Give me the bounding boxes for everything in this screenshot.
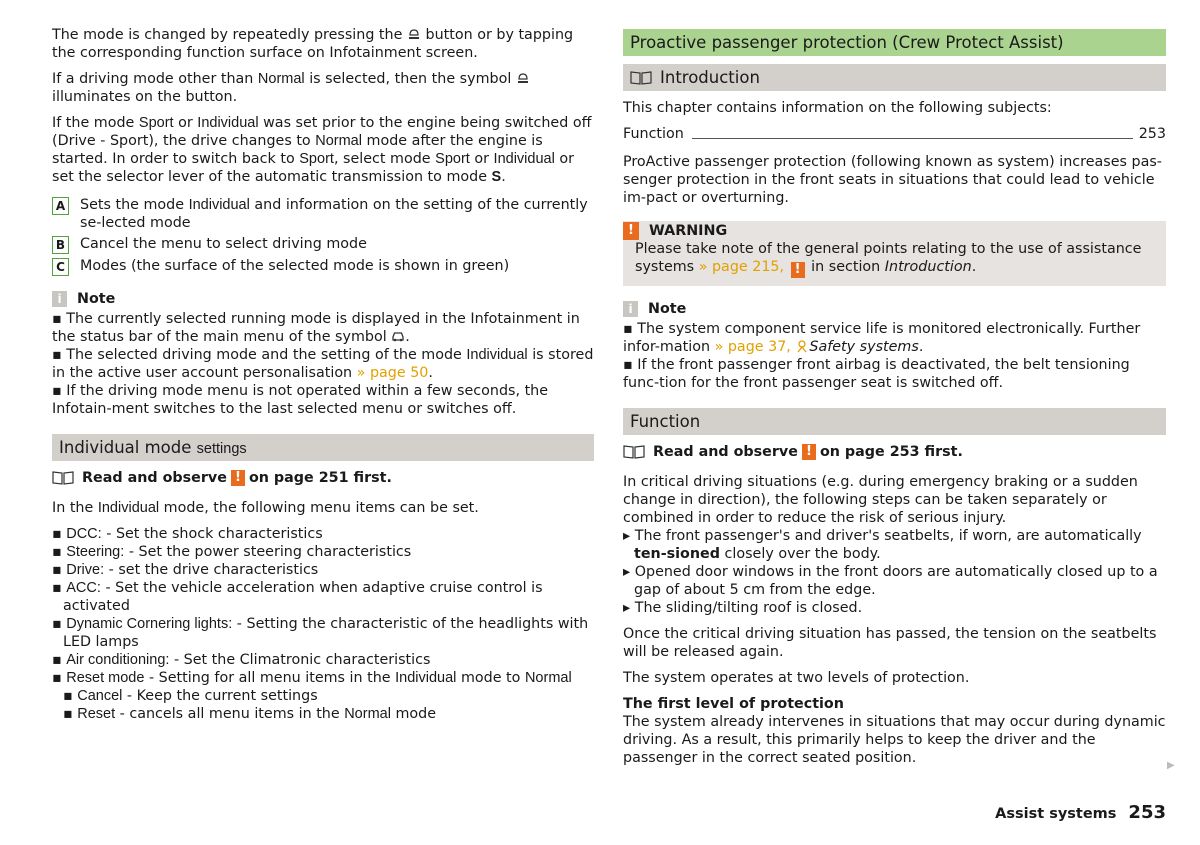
function-heading: Function: [623, 408, 1166, 435]
mode-symbol-icon: [516, 71, 530, 85]
note-heading: i Note: [52, 290, 594, 308]
list-item: ▸ The sliding/tilting roof is closed.: [623, 600, 863, 616]
list-item: ▪ Dynamic Cornering lights: - Setting the characteristic of the headlights with LED lamps: [52, 616, 589, 650]
key-list: [52, 196, 594, 276]
page-number: 253: [1128, 802, 1166, 823]
function-paragraph: The system already intervenes in situations that may occur during dynamic driving. As a result, this primarily helps to keep the driver and the passenger in the correct seated position.: [623, 714, 1166, 766]
description-paragraph: ProActive passenger protection (following known as system) increases pas-senger protection in the front seats in situations that could lead to vehicle im-pact or overturning.: [623, 154, 1162, 206]
warning-icon: !: [231, 470, 245, 486]
mode-button-icon: [407, 27, 421, 41]
key-item-a: A Sets the mode Individual and information on the setting of the currently se-lected mode: [52, 196, 594, 232]
read-and-observe: Read and observe ! on page 251 first.: [52, 469, 594, 487]
note-heading: i Note: [623, 300, 1166, 318]
paragraph-sport-individual: If the mode Sport or Individual was set prior to the engine being switched off (Drive - Sport), the drive changes to Normal mode after the engine is started. In order to switch back to Sport, select mode Sport or Individual or set the selector lever of the automatic transmission to mode S.: [52, 115, 592, 185]
introduction-heading: Introduction: [623, 64, 1166, 91]
page-link[interactable]: » page 215,: [698, 259, 785, 275]
function-paragraph: In critical driving situations (e.g. during emergency braking or a sudden change in direction), the following steps can be taken separately or combined in order to reduce the risk of serious injury.: [623, 474, 1138, 526]
note-item: ▪ If the driving mode menu is not operated within a few seconds, the Infotain-ment switches to the last selected menu or switches off.: [52, 383, 549, 417]
book-icon: [52, 471, 74, 485]
car-icon: [391, 330, 405, 342]
note-item: ▪ If the front passenger front airbag is deactivated, the belt tensioning func-tion for the front passenger seat is switched off.: [623, 357, 1130, 391]
intro-paragraph: This chapter contains information on the following subjects:: [623, 100, 1052, 116]
safety-icon: [795, 339, 809, 353]
page-link[interactable]: » page 37,: [714, 339, 791, 355]
warning-icon: !: [791, 262, 805, 278]
book-icon: [630, 71, 652, 85]
warning-icon: !: [623, 222, 639, 240]
footer-section: Assist systems: [995, 806, 1117, 822]
key-item-c: C Modes (the surface of the selected mode is shown in green): [52, 257, 594, 276]
paragraph-mode-change: The mode is changed by repeatedly pressing the button or by tapping the corresponding function surface on Infotainment screen.: [52, 27, 574, 61]
list-item: ▸ The front passenger's and driver's seatbelts, if worn, are automatically ten-sioned closely over the body.: [623, 528, 1142, 562]
key-item-b: B Cancel the menu to select driving mode: [52, 235, 594, 254]
warning-text: Please take note of the general points relating to the use of assistance systems » page 215, ! in section Introduction.: [635, 241, 1142, 277]
left-column: [52, 26, 594, 723]
list-subitem: ▪ Cancel - Keep the current settings: [63, 688, 318, 704]
subheading: The first level of protection: [623, 696, 844, 712]
list-subitem: ▪ Reset - cancels all menu items in the Normal mode: [63, 706, 437, 722]
info-icon: i: [623, 301, 638, 317]
main-section-heading: Proactive passenger protection (Crew Protect Assist): [623, 29, 1166, 56]
read-and-observe: Read and observe ! on page 253 first.: [623, 443, 1166, 461]
section-heading-individual: Individual mode settings: [52, 434, 594, 461]
list-item: ▸ Opened door windows in the front doors are automatically closed up to a gap of about 5 cm from the edge.: [623, 564, 1158, 598]
continue-arrow-icon: ▶: [1167, 760, 1175, 771]
step-list: [623, 527, 1166, 617]
list-item: ▪ Drive: - set the drive characteristics: [52, 562, 319, 578]
warning-heading: ! WARNING: [635, 221, 1154, 240]
list-item: ▪ Steering: - Set the power steering characteristics: [52, 544, 412, 560]
note-item: ▪ The system component service life is monitored electronically. Further infor-mation » page 37, Safety systems.: [623, 321, 1141, 355]
menu-item-list: [52, 525, 594, 723]
function-paragraph: Once the critical driving situation has passed, the tension on the seatbelts will be released again.: [623, 626, 1157, 660]
individual-intro: In the Individual mode, the following menu items can be set.: [52, 500, 479, 516]
book-icon: [623, 445, 645, 459]
list-item: ▪ Reset mode - Setting for all menu items in the Individual mode to Normal: [52, 670, 572, 686]
note-item: ▪ The selected driving mode and the setting of the mode Individual is stored in the active user account personalisation » page 50.: [52, 347, 594, 381]
page-link[interactable]: » page 50: [356, 365, 429, 381]
list-item: ▪ ACC: - Set the vehicle acceleration when adaptive cruise control is activated: [52, 580, 543, 614]
info-icon: i: [52, 291, 67, 307]
warning-icon: !: [802, 444, 816, 460]
list-item: ▪ Air conditioning: - Set the Climatronic characteristics: [52, 652, 431, 668]
paragraph-symbol: If a driving mode other than Normal is selected, then the symbol illuminates on the button.: [52, 70, 594, 106]
right-column: [623, 29, 1166, 775]
toc-entry[interactable]: Function 253: [623, 126, 1166, 142]
warning-box: [623, 221, 1166, 286]
page-footer: [995, 802, 1166, 823]
list-item: ▪ DCC: - Set the shock characteristics: [52, 526, 323, 542]
note-item: ▪ The currently selected running mode is displayed in the Infotainment in the status bar of the main menu of the symbol .: [52, 311, 580, 345]
function-paragraph: The system operates at two levels of protection.: [623, 670, 970, 686]
